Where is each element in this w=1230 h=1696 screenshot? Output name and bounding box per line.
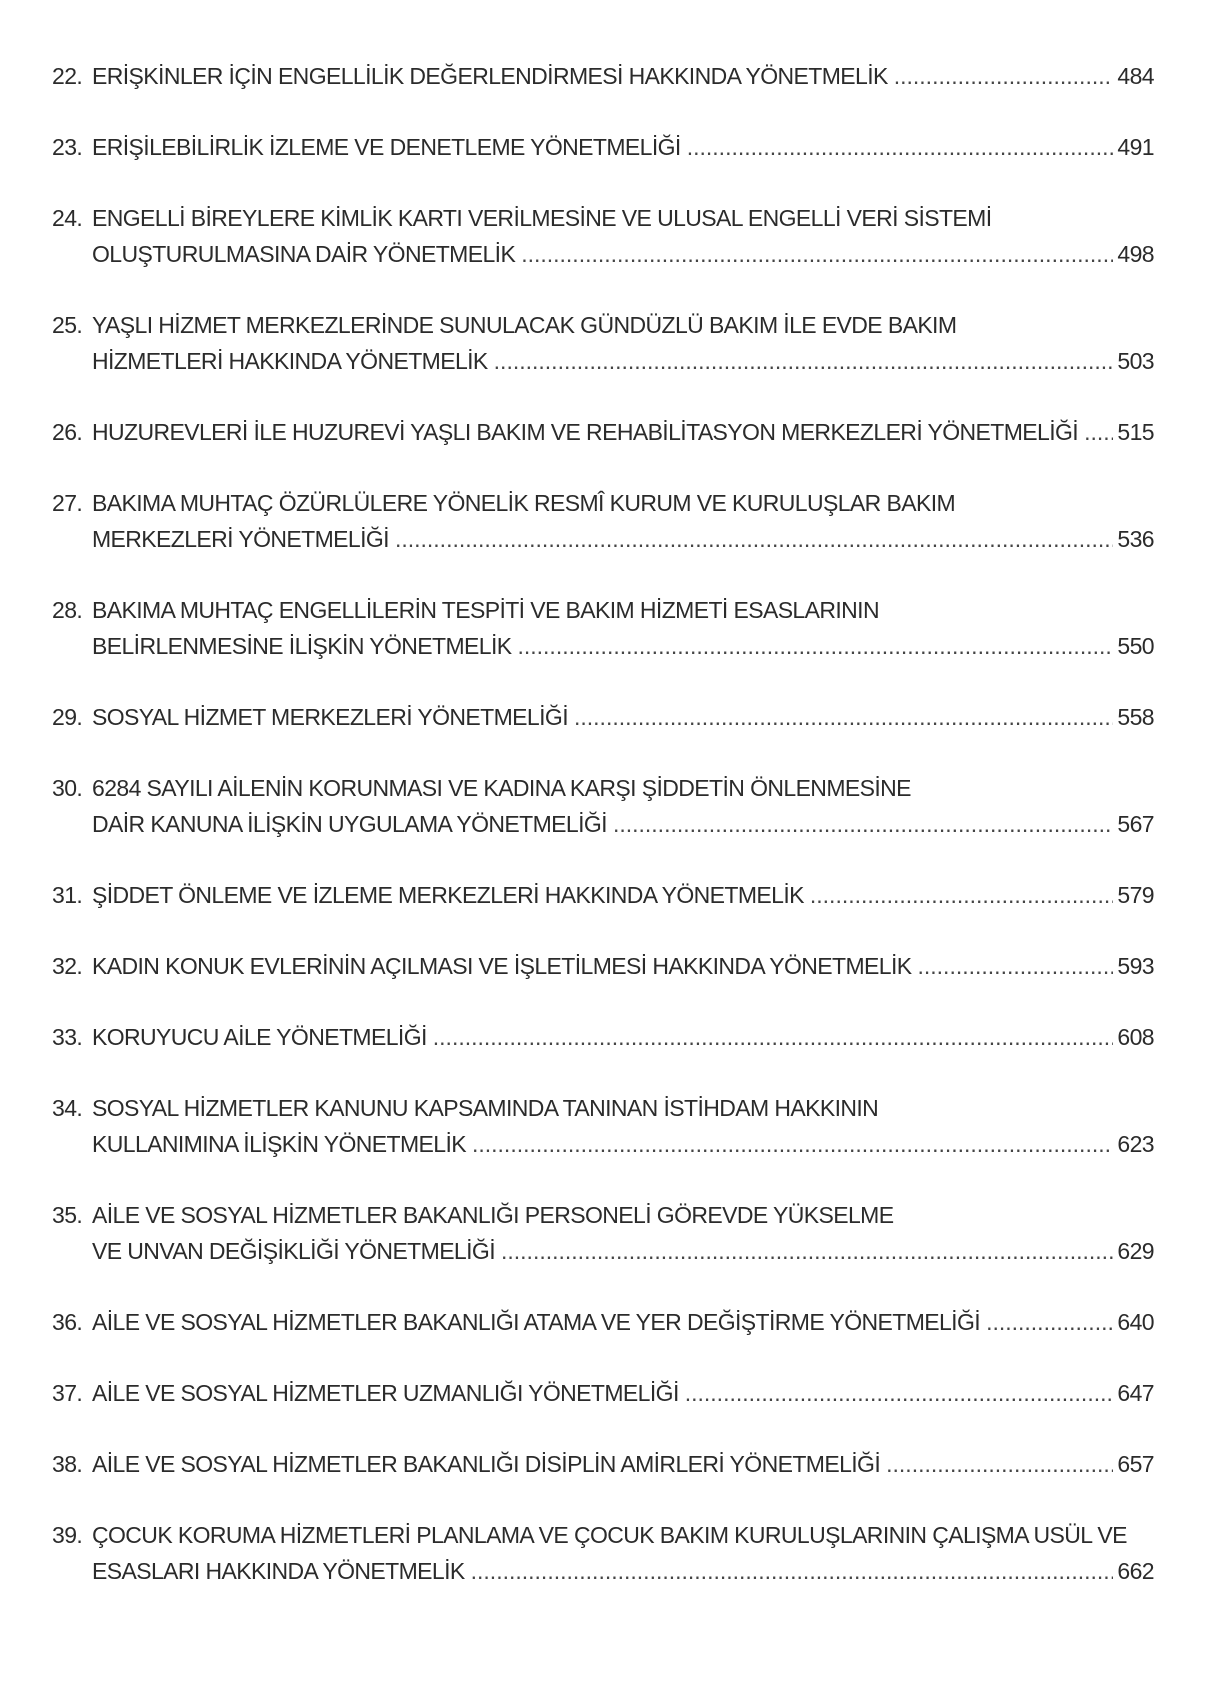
entry-title-line: ÇOCUK KORUMA HİZMETLERİ PLANLAMA VE ÇOCUK BAKIM KURULUŞLARININ ÇALIŞMA USÜL VE	[92, 1522, 1127, 1548]
entry-number: 27.	[52, 490, 83, 516]
toc-entry[interactable]	[52, 1375, 1154, 1411]
dot-leader	[395, 521, 1113, 557]
entry-number: 28.	[52, 597, 83, 623]
entry-page-number: 567	[1117, 811, 1154, 837]
toc-entry[interactable]	[52, 1446, 1154, 1482]
entry-page-number: 558	[1117, 704, 1154, 730]
entry-page-number: 608	[1117, 1024, 1154, 1050]
entry-page-number: 498	[1117, 241, 1154, 267]
dot-leader	[986, 1304, 1113, 1340]
entry-title-line: AİLE VE SOSYAL HİZMETLER BAKANLIĞI DİSİPLİN AMİRLERİ YÖNETMELİĞİ	[92, 1451, 881, 1477]
entry-page-number: 647	[1117, 1380, 1154, 1406]
dot-leader	[472, 1126, 1113, 1162]
toc-entry[interactable]	[52, 1090, 1154, 1162]
entry-page-number: 503	[1117, 348, 1154, 374]
entry-number: 35.	[52, 1202, 83, 1228]
dot-leader	[494, 343, 1114, 379]
toc-entry[interactable]	[52, 307, 1154, 379]
dot-leader	[501, 1233, 1113, 1269]
entry-title-line: ERİŞKİNLER İÇİN ENGELLİLİK DEĞERLENDİRMESİ HAKKINDA YÖNETMELİK	[92, 63, 888, 89]
dot-leader	[886, 1446, 1113, 1482]
entry-page-number: 657	[1117, 1451, 1154, 1477]
entry-title-line: BAKIMA MUHTAÇ ÖZÜRLÜLERE YÖNELİK RESMÎ KURUM VE KURULUŞLAR BAKIM	[92, 490, 956, 516]
entry-number: 33.	[52, 1024, 83, 1050]
entry-title-line: AİLE VE SOSYAL HİZMETLER BAKANLIĞI ATAMA VE YER DEĞİŞTİRME YÖNETMELİĞİ	[92, 1309, 981, 1335]
dot-leader	[433, 1019, 1114, 1055]
entry-title-line: AİLE VE SOSYAL HİZMETLER BAKANLIĞI PERSONELİ GÖREVDE YÜKSELME	[92, 1202, 894, 1228]
entry-title-line: AİLE VE SOSYAL HİZMETLER UZMANLIĞI YÖNETMELİĞİ	[92, 1380, 679, 1406]
toc-entry[interactable]	[52, 58, 1154, 94]
entry-number: 32.	[52, 953, 83, 979]
entry-page-number: 629	[1117, 1238, 1154, 1264]
entry-title-line: ESASLARI HAKKINDA YÖNETMELİK	[92, 1558, 465, 1584]
entry-number: 39.	[52, 1522, 83, 1548]
entry-title-line: SOSYAL HİZMETLER KANUNU KAPSAMINDA TANINAN İSTİHDAM HAKKININ	[92, 1095, 879, 1121]
entry-number: 23.	[52, 134, 83, 160]
dot-leader	[574, 699, 1113, 735]
table-of-contents	[52, 58, 1154, 1624]
entry-title-line: YAŞLI HİZMET MERKEZLERİNDE SUNULACAK GÜNDÜZLÜ BAKIM İLE EVDE BAKIM	[92, 312, 957, 338]
dot-leader	[918, 948, 1114, 984]
toc-entry[interactable]	[52, 485, 1154, 557]
dot-leader	[521, 236, 1113, 272]
entry-page-number: 484	[1117, 63, 1154, 89]
dot-leader	[471, 1553, 1114, 1589]
entry-title-line: ENGELLİ BİREYLERE KİMLİK KARTI VERİLMESİNE VE ULUSAL ENGELLİ VERİ SİSTEMİ	[92, 205, 992, 231]
entry-title-line: HUZUREVLERİ İLE HUZUREVİ YAŞLI BAKIM VE REHABİLİTASYON MERKEZLERİ YÖNETMELİĞİ	[92, 419, 1079, 445]
entry-number: 26.	[52, 419, 83, 445]
toc-entry[interactable]	[52, 1019, 1154, 1055]
entry-page-number: 550	[1117, 633, 1154, 659]
entry-number: 30.	[52, 775, 83, 801]
entry-page-number: 579	[1117, 882, 1154, 908]
entry-page-number: 623	[1117, 1131, 1154, 1157]
entry-title-line: VE UNVAN DEĞİŞİKLİĞİ YÖNETMELİĞİ	[92, 1238, 495, 1264]
entry-page-number: 491	[1117, 134, 1154, 160]
entry-title-line: MERKEZLERİ YÖNETMELİĞİ	[92, 526, 389, 552]
entry-page-number: 593	[1117, 953, 1154, 979]
entry-title-line: KULLANIMINA İLİŞKİN YÖNETMELİK	[92, 1131, 466, 1157]
toc-entry[interactable]	[52, 414, 1154, 450]
entry-page-number: 515	[1117, 419, 1154, 445]
toc-entry[interactable]	[52, 129, 1154, 165]
entry-number: 31.	[52, 882, 83, 908]
entry-page-number: 640	[1117, 1309, 1154, 1335]
dot-leader	[613, 806, 1113, 842]
entry-title-line: BELİRLENMESİNE İLİŞKİN YÖNETMELİK	[92, 633, 512, 659]
entry-number: 37.	[52, 1380, 83, 1406]
entry-number: 22.	[52, 63, 83, 89]
entry-title-line: DAİR KANUNA İLİŞKİN UYGULAMA YÖNETMELİĞİ	[92, 811, 607, 837]
toc-entry[interactable]	[52, 1197, 1154, 1269]
toc-entry[interactable]	[52, 200, 1154, 272]
entry-number: 24.	[52, 205, 83, 231]
entry-number: 34.	[52, 1095, 83, 1121]
entry-title-line: 6284 SAYILI AİLENİN KORUNMASI VE KADINA KARŞI ŞİDDETİN ÖNLENMESİNE	[92, 775, 911, 801]
entry-number: 25.	[52, 312, 83, 338]
entry-title-line: ERİŞİLEBİLİRLİK İZLEME VE DENETLEME YÖNETMELİĞİ	[92, 134, 681, 160]
entry-title-line: ŞİDDET ÖNLEME VE İZLEME MERKEZLERİ HAKKINDA YÖNETMELİK	[92, 882, 804, 908]
dot-leader	[685, 1375, 1114, 1411]
entry-title-line: KORUYUCU AİLE YÖNETMELİĞİ	[92, 1024, 427, 1050]
entry-title-line: KADIN KONUK EVLERİNİN AÇILMASI VE İŞLETİLMESİ HAKKINDA YÖNETMELİK	[92, 953, 912, 979]
toc-entry[interactable]	[52, 699, 1154, 735]
dot-leader	[687, 129, 1114, 165]
toc-entry[interactable]	[52, 770, 1154, 842]
entry-title-line: HİZMETLERİ HAKKINDA YÖNETMELİK	[92, 348, 488, 374]
entry-title-line: SOSYAL HİZMET MERKEZLERİ YÖNETMELİĞİ	[92, 704, 568, 730]
dot-leader	[810, 877, 1114, 913]
dot-leader	[1084, 414, 1113, 450]
dot-leader	[517, 628, 1113, 664]
toc-entry[interactable]	[52, 877, 1154, 913]
entry-page-number: 536	[1117, 526, 1154, 552]
entry-page-number: 662	[1117, 1558, 1154, 1584]
entry-number: 36.	[52, 1309, 83, 1335]
entry-title-line: OLUŞTURULMASINA DAİR YÖNETMELİK	[92, 241, 516, 267]
entry-title-line: BAKIMA MUHTAÇ ENGELLİLERİN TESPİTİ VE BAKIM HİZMETİ ESASLARININ	[92, 597, 879, 623]
dot-leader	[894, 58, 1114, 94]
toc-entry[interactable]	[52, 1517, 1154, 1589]
toc-entry[interactable]	[52, 592, 1154, 664]
toc-entry[interactable]	[52, 948, 1154, 984]
entry-number: 29.	[52, 704, 83, 730]
toc-entry[interactable]	[52, 1304, 1154, 1340]
entry-number: 38.	[52, 1451, 83, 1477]
